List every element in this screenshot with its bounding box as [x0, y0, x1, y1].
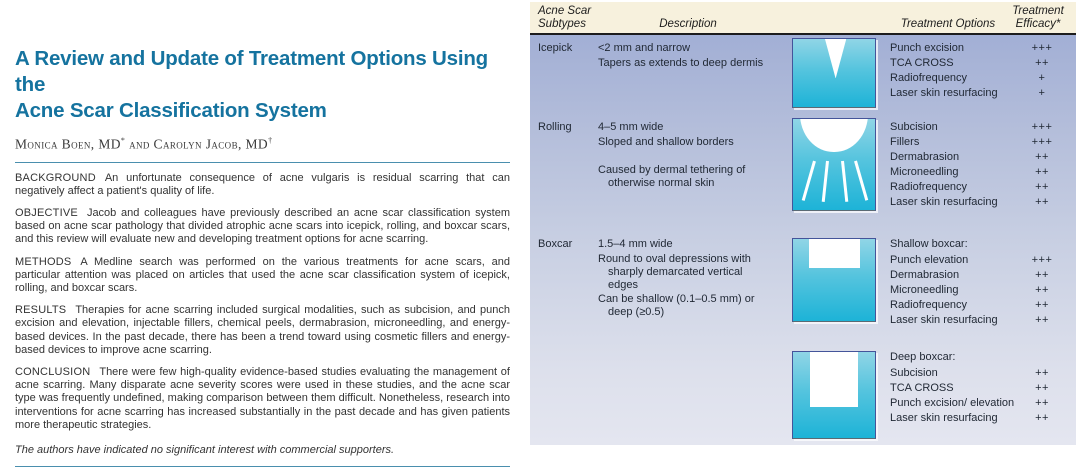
deep-box-shape: [810, 352, 858, 407]
option-name: Microneedling: [890, 284, 959, 296]
option-efficacy: +++: [1031, 42, 1053, 54]
option-name: Radiofrequency: [890, 181, 968, 193]
option-name: Punch elevation: [890, 254, 969, 266]
illustration-cell: [778, 351, 890, 446]
shallow-boxcar-scar-icon: [792, 238, 876, 322]
author-1: Monica Boen, MD: [15, 136, 121, 152]
table-row-boxcar-shallow: [530, 231, 1076, 344]
description-line: Can be shallow (0.1–0.5 mm) or deep (≥0.5): [598, 293, 755, 318]
section-label: CONCLUSION: [15, 365, 91, 378]
treatment-option: [890, 284, 1068, 297]
description-cell: [598, 351, 778, 446]
treatment-option: [890, 269, 1068, 282]
option-name: Radiofrequency: [890, 299, 968, 311]
title-line-1: A Review and Update of Treatment Options Using the: [15, 47, 488, 96]
option-efficacy: ++: [1035, 382, 1049, 394]
treatment-option: [890, 314, 1068, 327]
column-header-options: Treatment Options: [900, 17, 996, 30]
treatment-option: [890, 367, 1068, 380]
treatment-option: [890, 254, 1068, 267]
option-efficacy: ++: [1035, 367, 1049, 379]
description-line: Sloped and shallow borders: [598, 135, 734, 148]
option-name: Radiofrequency: [890, 72, 968, 84]
illustration-cell: [778, 42, 890, 114]
description-line: [598, 150, 772, 162]
description-line: 1.5–4 mm wide: [598, 238, 673, 250]
tether-line: [801, 161, 815, 201]
option-efficacy: ++: [1035, 181, 1049, 193]
section-label: RESULTS: [15, 304, 67, 317]
option-efficacy: ++: [1035, 397, 1049, 409]
author-byline: [15, 136, 510, 153]
option-efficacy: +: [1038, 87, 1046, 99]
option-name: Fillers: [890, 136, 920, 148]
author-conjunction: and: [125, 136, 154, 152]
option-efficacy: +++: [1031, 136, 1053, 148]
rolling-scar-icon: [792, 118, 876, 211]
options-cell: [890, 351, 1068, 446]
description-line: <2 mm and narrow: [598, 42, 691, 54]
column-header-efficacy: Treatment Efficacy*: [1012, 5, 1064, 30]
option-name: Laser skin resurfacing: [890, 87, 998, 99]
treatment-option: [890, 87, 1068, 100]
tether-line: [822, 161, 829, 202]
option-name: TCA CROSS: [890, 382, 954, 394]
description-cell: [598, 238, 778, 344]
description-cell: [598, 42, 778, 114]
table-row-icepick: [530, 35, 1076, 114]
section-label: OBJECTIVE: [15, 206, 78, 219]
option-name: Punch excision: [890, 42, 964, 54]
treatment-option: [890, 42, 1068, 55]
tether-line: [854, 161, 868, 201]
option-name: Dermabrasion: [890, 151, 960, 163]
treatment-option: [890, 57, 1068, 70]
shallow-box-shape: [809, 239, 861, 268]
abstract-section-methods: [15, 256, 510, 296]
section-text: Therapies for acne scarring included surgical modalities, such as subcision, and punch excision and elevation, injectable fillers, chemical peels, dermabrasion, microneedling, and energy-based devices. In the past decade, there has been a trend toward using cosmetic fillers and energy-based devices to improve acne scarring.: [15, 304, 510, 356]
options-cell: [890, 42, 1068, 114]
description-line: Tapers as extends to deep dermis: [598, 56, 764, 69]
section-label: BACKGROUND: [15, 171, 96, 184]
acne-scar-classification-table: [530, 2, 1076, 447]
treatment-option: [890, 151, 1068, 164]
treatment-option: [890, 121, 1068, 134]
abstract: [15, 172, 510, 458]
option-efficacy: ++: [1035, 166, 1049, 178]
option-efficacy: +: [1038, 72, 1046, 84]
option-name: Subcision: [890, 121, 938, 133]
options-cell: [890, 238, 1068, 344]
subtype-label: [530, 351, 598, 446]
column-header-description: Description: [659, 17, 717, 30]
treatment-option: [890, 136, 1068, 149]
abstract-section-background: [15, 172, 510, 198]
author-2-affiliation-mark: †: [268, 136, 273, 145]
treatment-option: [890, 397, 1068, 410]
section-text: There were few high-quality evidence-based studies evaluating the management of acne scarring. Many disparate acne severity scores were used in these studies, and the acne scar type was frequently undefined, making comparison between them difficult. Nonetheless, research into interventions for acne scarring has increased substantially in the past decade and has given patients more therapeutic strategies.: [15, 365, 510, 431]
treatment-option: [890, 382, 1068, 395]
treatment-option: [890, 166, 1068, 179]
option-efficacy: ++: [1035, 412, 1049, 424]
table-row-boxcar-deep: [530, 344, 1076, 446]
option-efficacy: ++: [1035, 299, 1049, 311]
description-line: Round to oval depressions with sharply demarcated vertical edges: [598, 252, 751, 291]
description-line: 4–5 mm wide: [598, 121, 664, 133]
icepick-v-shape: [825, 39, 846, 78]
option-efficacy: ++: [1035, 57, 1049, 69]
abstract-section-objective: [15, 207, 510, 247]
option-name: TCA CROSS: [890, 57, 954, 69]
subtype-label: Boxcar: [538, 238, 573, 250]
option-efficacy: +++: [1031, 121, 1053, 133]
disclosure-statement: The authors have indicated no significant interest with commercial supporters.: [15, 443, 395, 456]
option-name: Subcision: [890, 367, 938, 379]
article-abstract: [15, 46, 510, 467]
option-name: Dermabrasion: [890, 269, 960, 281]
option-efficacy: ++: [1035, 269, 1049, 281]
description-line: Caused by dermal tethering of otherwise normal skin: [598, 163, 746, 189]
column-header-subtypes: Acne Scar Subtypes: [538, 5, 592, 30]
title-line-2: Acne Scar Classification System: [15, 99, 327, 122]
author-1-affiliation-mark: *: [120, 136, 126, 145]
rolling-dome-shape: [800, 118, 867, 152]
illustration-cell: [778, 121, 890, 231]
abstract-section-results: [15, 304, 510, 357]
table-body: [530, 35, 1076, 445]
option-name: Microneedling: [890, 166, 959, 178]
author-2: Carolyn Jacob, MD: [153, 136, 269, 152]
treatment-option: [890, 299, 1068, 312]
option-efficacy: ++: [1035, 151, 1049, 163]
abstract-section-conclusion: [15, 366, 510, 432]
option-name: Punch excision/ elevation: [890, 397, 1015, 409]
section-text: Jacob and colleagues have previously described an acne scar classification system based on acne scar pathology that divided atrophic acne scars into icepick, rolling, and boxcar scars, and this review will evaluate new and developing treatment options for acne scarring.: [15, 206, 510, 246]
option-group-label: Deep boxcar:: [890, 351, 956, 363]
section-text: A Medline search was performed on the various treatments for acne scars, and particular attention was placed on articles that used the acne scar classification system of icepick, rolling, and boxcar scars.: [15, 255, 510, 294]
treatment-option: [890, 196, 1068, 209]
section-text: An unfortunate consequence of acne vulgaris is residual scarring that can negatively affect a patient's quality of life.: [15, 171, 510, 197]
treatment-option: [890, 72, 1068, 85]
icepick-scar-icon: [792, 38, 876, 108]
subtype-label: Rolling: [538, 121, 572, 133]
table-row-rolling: [530, 114, 1076, 231]
illustration-cell: [778, 238, 890, 344]
option-name: Laser skin resurfacing: [890, 314, 998, 326]
option-efficacy: +++: [1031, 254, 1053, 266]
option-efficacy: ++: [1035, 284, 1049, 296]
divider-top: [15, 162, 510, 163]
option-name: Laser skin resurfacing: [890, 412, 998, 424]
deep-boxcar-scar-icon: [792, 351, 876, 439]
page-title: [15, 46, 510, 124]
tether-line: [841, 161, 848, 202]
options-cell: [890, 121, 1068, 231]
option-efficacy: ++: [1035, 314, 1049, 326]
table-header-row: [530, 2, 1076, 35]
subtype-label: Icepick: [538, 42, 573, 54]
option-group-label: Shallow boxcar:: [890, 238, 968, 250]
description-cell: [598, 121, 778, 231]
treatment-option: [890, 181, 1068, 194]
option-name: Laser skin resurfacing: [890, 196, 998, 208]
option-efficacy: ++: [1035, 196, 1049, 208]
treatment-option: [890, 412, 1068, 425]
section-label: METHODS: [15, 255, 72, 268]
